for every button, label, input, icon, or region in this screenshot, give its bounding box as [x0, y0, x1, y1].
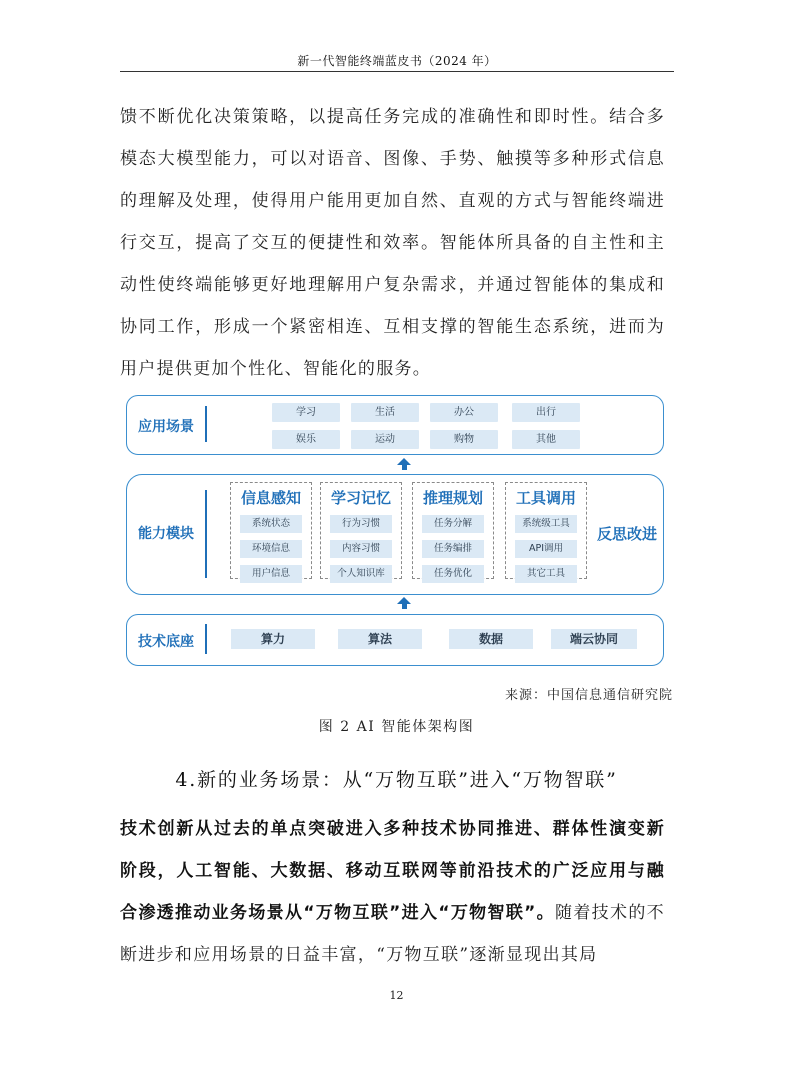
app-tag: 运动: [351, 430, 419, 449]
page-number: 12: [389, 989, 404, 1002]
figure-source: 来源：中国信息通信研究院: [504, 688, 673, 703]
module-title: 学习记忆: [330, 489, 391, 507]
app-tag: 娱乐: [272, 430, 340, 449]
tech-tag: 数据: [449, 629, 533, 649]
module-item: 系统级工具: [515, 515, 577, 533]
tech-tag: 端云协同: [551, 629, 637, 649]
tech-tag: 算力: [231, 629, 315, 649]
paragraph-lead-bold: 技术创新从过去的单点突破进入多种技术协同推进、群体性演变新阶段，人工智能、大数据、移动互联网等前沿技术的广泛应用与融合渗透推动业务场景从“万物互联”进入“万物智联”。: [120, 819, 665, 923]
figure-caption: 图 2 AI 智能体架构图: [318, 719, 475, 735]
section-heading: 4.新的业务场景：从“万物互联”进入“万物智联”: [175, 769, 618, 791]
module-title: 信息感知: [240, 489, 301, 507]
running-header: 新一代智能终端蓝皮书（2024 年）: [297, 54, 497, 68]
reflection-label: 反思改进: [597, 525, 658, 543]
app-tag: 出行: [512, 403, 580, 422]
module-item: 系统状态: [240, 515, 302, 533]
app-layer-divider: [205, 406, 207, 442]
capability-layer-divider: [205, 490, 207, 578]
module-item: 内容习惯: [330, 540, 392, 558]
module-item: 任务编排: [422, 540, 484, 558]
capability-module: [320, 482, 402, 579]
capability-layer-title: 能力模块: [138, 526, 194, 542]
module-title: 推理规划: [422, 489, 483, 507]
app-tag: 其他: [512, 430, 580, 449]
header-rule: [120, 71, 674, 72]
app-tag: 办公: [430, 403, 498, 422]
app-tag: 购物: [430, 430, 498, 449]
module-title: 工具调用: [515, 489, 576, 507]
capability-module: [505, 482, 587, 579]
tech-tag: 算法: [338, 629, 422, 649]
module-item: 环境信息: [240, 540, 302, 558]
module-item: 个人知识库: [330, 565, 392, 583]
tech-layer-divider: [205, 624, 207, 654]
capability-module: [412, 482, 494, 579]
app-tag: 生活: [351, 403, 419, 422]
module-item: 任务分解: [422, 515, 484, 533]
app-layer-title: 应用场景: [138, 419, 194, 435]
tech-layer-title: 技术底座: [138, 634, 194, 650]
module-item: 用户信息: [240, 565, 302, 583]
body-paragraph-1: 馈不断优化决策策略，以提高任务完成的准确性和即时性。结合多模态大模型能力，可以对语音、图像、手势、触摸等多种形式信息的理解及处理，使得用户能用更加自然、直观的方式与智能终端进行交互，提高了交互的便捷性和效率。智能体所具备的自主性和主动性使终端能够更好地理解用户复杂需求，并通过智能体的集成和协同工作，形成一个紧密相连、互相支撑的智能生态系统，进而为用户提供更加个性化、智能化的服务。: [120, 107, 665, 379]
module-item: 任务优化: [422, 565, 484, 583]
paragraph-rest: 随着技术的不断进步和应用场景的日益丰富，“万物互联”逐渐显现出其局: [120, 903, 665, 965]
body-paragraph-2: [120, 808, 665, 976]
app-tag: 学习: [272, 403, 340, 422]
capability-module: [230, 482, 312, 579]
module-item: API调用: [515, 540, 577, 558]
module-item: 行为习惯: [330, 515, 392, 533]
module-item: 其它工具: [515, 565, 577, 583]
